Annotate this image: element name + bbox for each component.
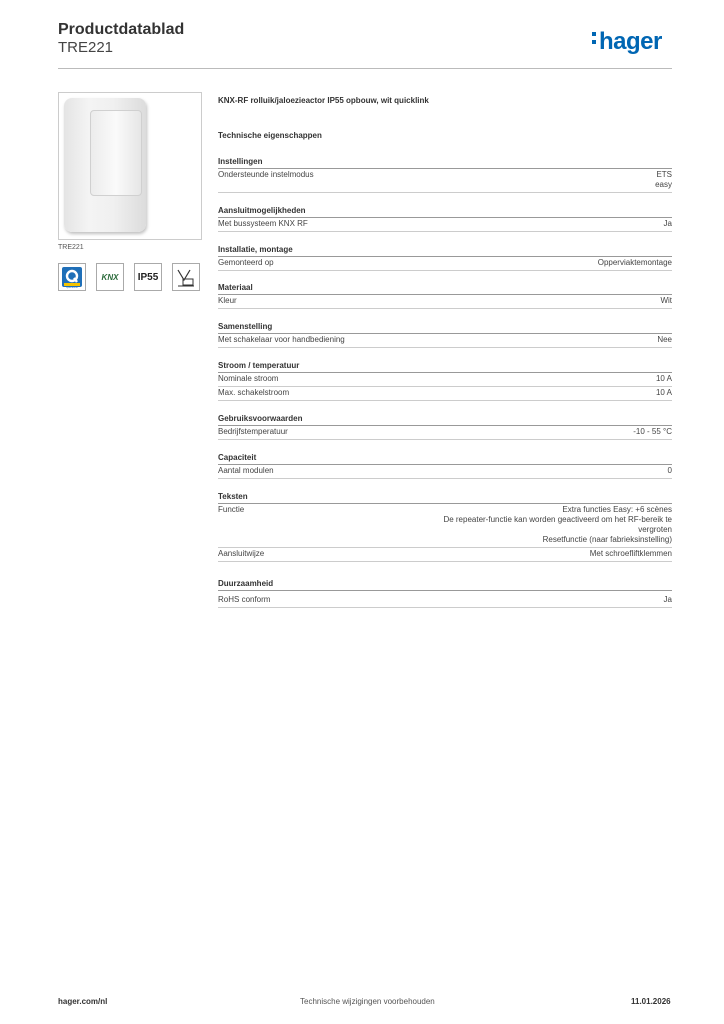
section-aansluitmogelijkheden — [218, 205, 672, 232]
spec-label: Aantal modulen — [218, 466, 274, 475]
spec-row — [218, 218, 672, 232]
section-heading: Stroom / temperatuur — [218, 360, 672, 373]
spec-value: 0 — [667, 466, 672, 475]
section-capaciteit — [218, 452, 672, 479]
footer-website: hager.com/nl — [58, 997, 108, 1006]
spec-row — [218, 504, 672, 548]
knx-label: KNX — [101, 272, 119, 282]
spec-label: RoHS conform — [218, 595, 271, 604]
section-gebruiksvoorwaarden — [218, 413, 672, 440]
spec-row — [218, 465, 672, 479]
spec-value: 10 A — [655, 388, 672, 397]
ip55-icon — [134, 263, 162, 291]
header-divider — [58, 68, 672, 69]
product-code: TRE221 — [58, 39, 114, 56]
spec-value: Wit — [660, 296, 672, 305]
spec-row — [218, 295, 672, 309]
product-name: KNX-RF rolluik/jaloezieactor IP55 opbouw, wit quicklink — [218, 96, 429, 105]
footer-disclaimer: Technische wijzigingen voorbehouden — [300, 997, 435, 1006]
spec-value: Ja — [663, 219, 672, 228]
spec-row — [218, 373, 672, 387]
surface-mount-icon — [172, 263, 200, 291]
spec-value: 10 A — [655, 374, 672, 383]
section-heading: Duurzaamheid — [218, 578, 672, 591]
spec-value: Ja — [663, 595, 672, 604]
spec-value: ETS easy — [655, 170, 672, 189]
spec-label: Met bussysteem KNX RF — [218, 219, 308, 228]
section-teksten — [218, 491, 672, 562]
spec-label: Bedrijfstemperatuur — [218, 427, 288, 436]
spec-label: Nominale stroom — [218, 374, 279, 383]
ip55-label: IP55 — [137, 271, 159, 283]
section-heading: Installatie, montage — [218, 244, 672, 257]
specs-title: Technische eigenschappen — [218, 131, 322, 140]
spec-value: -10 - 55 °C — [633, 427, 672, 436]
spec-label: Ondersteunde instelmodus — [218, 170, 314, 179]
section-materiaal — [218, 282, 672, 309]
spec-row — [218, 426, 672, 440]
section-heading: Capaciteit — [218, 452, 672, 465]
section-heading: Gebruiksvoorwaarden — [218, 413, 672, 426]
spec-value: Met schroefliftklemmen — [589, 549, 672, 558]
spec-row — [218, 387, 672, 401]
footer-date: 11.01.2026 — [631, 997, 671, 1006]
certification-icons — [58, 263, 200, 291]
spec-label: Met schakelaar voor handbediening — [218, 335, 345, 344]
product-photo — [58, 92, 202, 240]
spec-label: Max. schakelstroom — [218, 388, 290, 397]
hager-logo — [592, 28, 662, 56]
spec-label: Gemonteerd op — [218, 258, 274, 267]
section-heading: Materiaal — [218, 282, 672, 295]
spec-value: Nee — [657, 335, 672, 344]
spec-row — [218, 334, 672, 348]
quicklink-q-icon — [58, 263, 86, 291]
spec-label: Kleur — [218, 296, 237, 305]
section-heading: Teksten — [218, 491, 672, 504]
spec-row — [218, 594, 672, 608]
spec-label: Functie — [218, 505, 245, 514]
quicklink-label: quicklink — [66, 285, 78, 289]
spec-value: Opperviaktemontage — [597, 258, 672, 267]
section-heading: Samenstelling — [218, 321, 672, 334]
photo-caption: TRE221 — [58, 244, 84, 251]
logo-text: hager — [599, 28, 662, 55]
spec-row — [218, 257, 672, 271]
section-samenstelling — [218, 321, 672, 348]
device-illustration — [64, 98, 146, 232]
logo-dots-icon — [592, 32, 597, 48]
section-heading: Instellingen — [218, 156, 672, 169]
spec-value: Extra functies Easy: +6 scènes De repeater-functie kan worden geactiveerd om het RF-bereik te vergroten Resetfunctie (naar fabrieksinstelling) — [443, 505, 672, 544]
spec-label: Aansluitwijze — [218, 549, 265, 558]
section-duurzaamheid — [218, 578, 672, 608]
document-title: Productdatablad — [58, 21, 185, 38]
section-heading: Aansluitmogelijkheden — [218, 205, 672, 218]
spec-row — [218, 548, 672, 562]
spec-row — [218, 169, 672, 193]
section-stroom-temperatuur — [218, 360, 672, 401]
knx-logo-icon — [96, 263, 124, 291]
section-installatie — [218, 244, 672, 271]
section-instellingen — [218, 156, 672, 193]
